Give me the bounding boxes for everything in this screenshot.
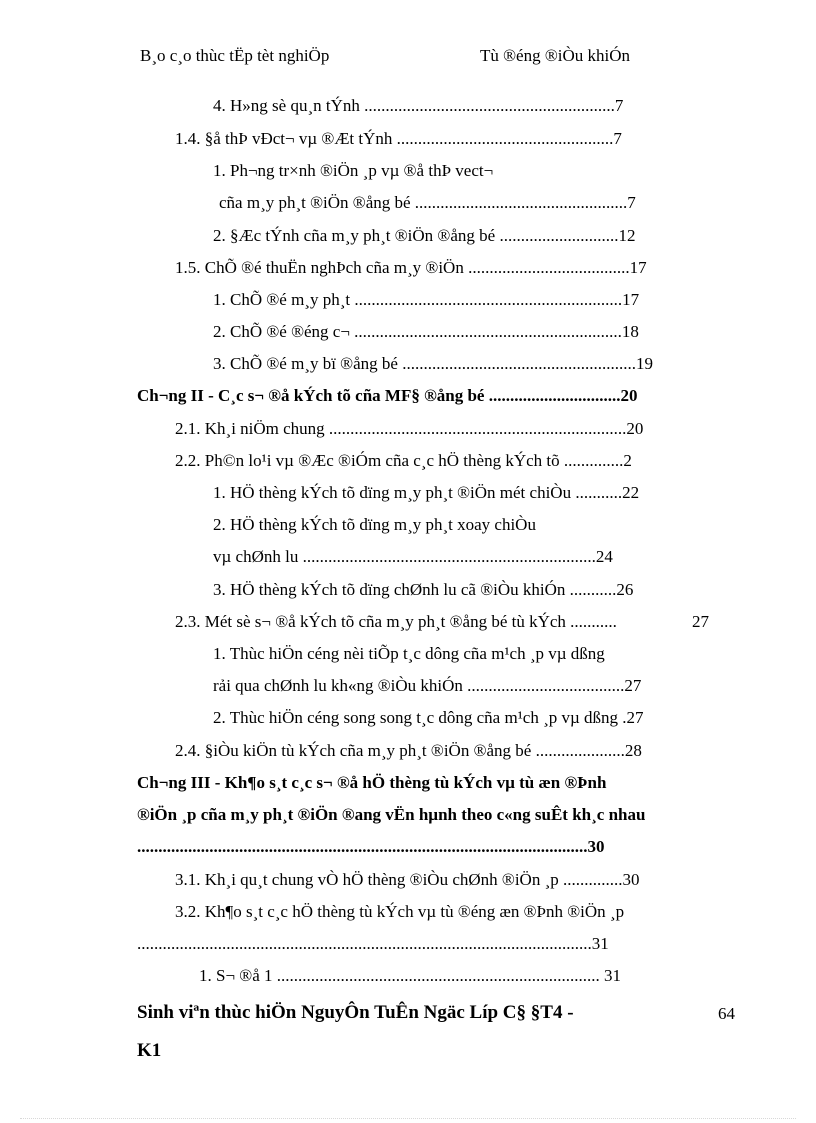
toc-entry: 1.5. ChÕ ®é thuËn nghÞch cña m¸y ®iÖn ......................................17 xyxy=(175,258,647,277)
header-right: Tù ®éng ®iÒu khiÓn xyxy=(480,46,631,65)
toc-entry: 2.4. §iÒu kiÖn tù kÝch cña m¸y ph¸t ®iÖn ®ång bé .....................28 xyxy=(175,741,642,760)
footer-class-line: K1 xyxy=(137,1040,162,1061)
page-bottom-divider xyxy=(20,1118,796,1119)
toc-chapter: Ch¬ng II - C¸c s¬ ®å kÝch tõ cña MF§ ®ång bé ...............................20 xyxy=(137,386,638,405)
toc-entry: 3.2. Kh¶o s¸t c¸c hÖ thèng tù kÝch vµ tù ®éng æn ®Þnh ®iÖn ¸p xyxy=(175,902,625,921)
toc-entry: 3. HÖ thèng kÝch tõ dïng chØnh lu cã ®iÒu khiÓn ...........26 xyxy=(213,580,634,599)
toc-entry: rải qua chØnh lu kh«ng ®iÒu khiÓn .....................................27 xyxy=(213,676,642,695)
toc-entry: 1.4. §å thÞ vÐct¬ vµ ®Æt tÝnh ...................................................7 xyxy=(175,129,622,148)
toc-entry: 1. Ph¬ng tr×nh ®iÖn ¸p vµ ®å thÞ vect¬ xyxy=(213,161,494,180)
toc-chapter: Ch¬ng III - Kh¶o s¸t c¸c s¬ ®å hÖ thèng tù kÝch vµ tù æn ®Þnh xyxy=(137,773,607,792)
toc-entry: 2. HÖ thèng kÝch tõ dïng m¸y ph¸t xoay chiÒu xyxy=(213,515,536,534)
toc-entry: 4. H»ng sè qu¸n tÝnh ...........................................................7 xyxy=(213,96,624,115)
toc-entry: 1. ChÕ ®é m¸y ph¸t ...............................................................17 xyxy=(213,290,640,309)
toc-entry: 1. Thùc hiÖn céng nèi tiÕp t¸c dông cña m¹ch ¸p vµ dßng xyxy=(213,644,605,663)
toc-entry: 1. HÖ thèng kÝch tõ dïng m¸y ph¸t ®iÖn mét chiÒu ...........22 xyxy=(213,483,640,502)
toc-entry: vµ chØnh lu .....................................................................24 xyxy=(213,547,613,566)
toc-entry: 2.3. Mét sè s¬ ®å kÝch tõ cña m¸y ph¸t ®ång bé tù kÝch ........... xyxy=(175,612,617,631)
toc-entry-page: ...........................................................................................................31 xyxy=(137,934,609,953)
toc-entry: 2.1. Kh¸i niÖm chung ......................................................................20 xyxy=(175,419,644,438)
toc-page-number: 27 xyxy=(692,612,709,631)
toc-entry: cña m¸y ph¸t ®iÖn ®ång bé ..................................................7 xyxy=(219,193,636,212)
toc-entry: 2. ChÕ ®é ®éng c¬ ...............................................................18 xyxy=(213,322,639,341)
toc-chapter: ®iÖn ¸p cña m¸y ph¸t ®iÖn ®ang vËn hµnh theo c«ng suÊt kh¸c nhau xyxy=(137,805,646,824)
toc-entry: 3.1. Kh¸i qu¸t chung vÒ hÖ thèng ®iÒu chØnh ®iÖn ¸p ..............30 xyxy=(175,870,640,889)
toc-entry: 1. S¬ ®å 1 ............................................................................ 31 xyxy=(199,966,622,985)
toc-entry: 3. ChÕ ®é m¸y bï ®ång bé .......................................................19 xyxy=(213,354,653,373)
toc-entry: 2. Thùc hiÖn céng song song t¸c dông cña m¹ch ¸p vµ dßng .27 xyxy=(213,708,644,727)
toc-entry: 2.2. Ph©n lo¹i vµ ®Æc ®iÓm cña c¸c hÖ thèng kÝch tõ ..............2 xyxy=(175,451,632,470)
toc-chapter-page: ..........................................................................................................30 xyxy=(137,837,605,856)
footer-student-line: Sinh viªn thùc hiÖn NguyÔn TuÊn Ngäc Líp C§ §T4 - xyxy=(137,1002,574,1023)
page-number: 64 xyxy=(718,1004,735,1023)
header-left: B¸o c¸o thùc tËp tèt nghiÖp xyxy=(140,46,330,65)
toc-entry: 2. §Æc tÝnh cña m¸y ph¸t ®iÖn ®ång bé ............................12 xyxy=(213,226,636,245)
